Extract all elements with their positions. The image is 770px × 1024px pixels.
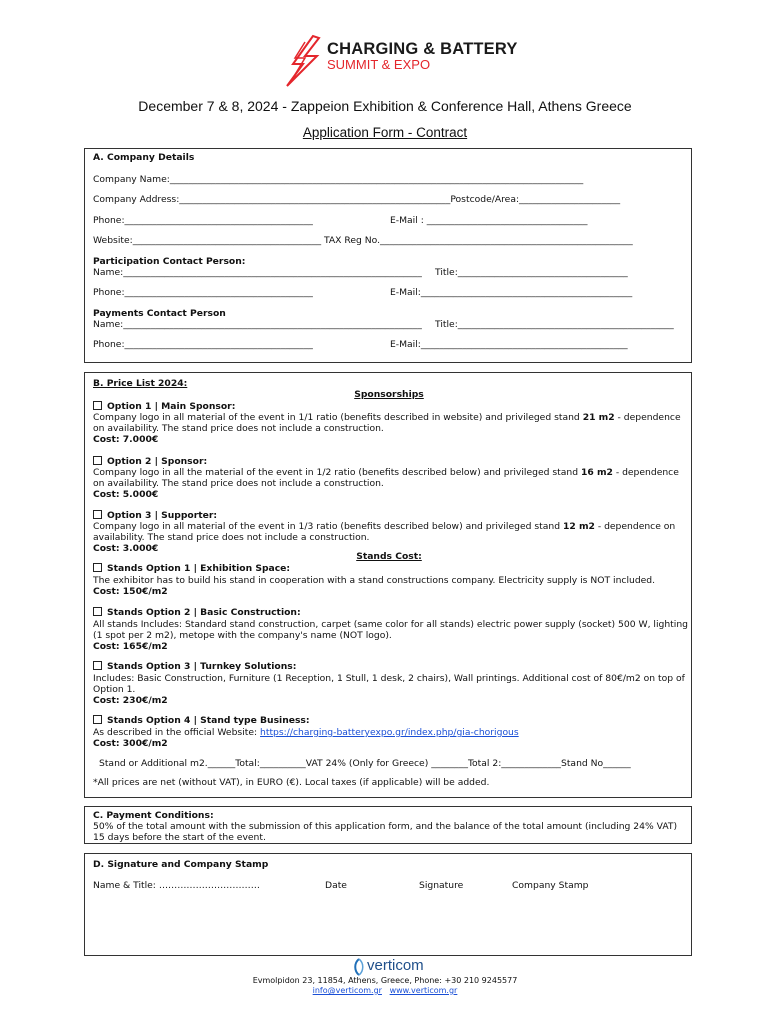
date-label: Date (325, 880, 347, 891)
option2-title-row (93, 456, 207, 467)
stand3-cost: Cost: 230€/m2 (93, 695, 168, 706)
payments-name-field[interactable]: Name:_________________________________________________________________ (93, 319, 422, 330)
company-address-field[interactable]: Company Address:___________________________________________________________Postcode/Area:______________________ (93, 194, 621, 205)
stand4-description (93, 727, 689, 749)
logo-title: CHARGING & BATTERY (327, 40, 518, 58)
section-a-title: A. Company Details (93, 152, 195, 163)
stand1-title-row (93, 563, 290, 574)
option2-size: 16 m2 (580, 467, 613, 478)
summit-logo (283, 34, 518, 88)
stand2-title: Stands Option 2 | Basic Construction: (107, 607, 301, 618)
payments-contact-heading: Payments Contact Person (93, 308, 226, 319)
stand1-title: Stands Option 1 | Exhibition Space: (107, 563, 291, 574)
option1-text-end: - dependence on availability. The stand price does not include a construction. (93, 412, 681, 434)
participation-title-field[interactable]: Title:_____________________________________ (435, 267, 628, 278)
website-tax-field[interactable]: Website:_________________________________________ TAX Reg No._______________________________________________________ (93, 235, 633, 246)
participation-email-field[interactable]: E-Mail:______________________________________________ (390, 287, 633, 298)
option2-cost: Cost: 5.000€ (93, 489, 159, 500)
stand4-title-row (93, 715, 310, 726)
stand1-checkbox[interactable] (93, 563, 102, 572)
footer-links (0, 986, 770, 995)
option3-description (93, 521, 689, 554)
stand3-description (93, 673, 689, 706)
participation-name-field[interactable]: Name:_________________________________________________________________ (93, 267, 422, 278)
section-payment-conditions (84, 806, 692, 844)
logo-subtitle: SUMMIT & EXPO (327, 57, 431, 72)
payment-conditions-text: 50% of the total amount with the submission of this application form, and the balance of the total amount (including 24% VAT) 15 days before the start of the event. (93, 821, 678, 843)
option2-title: Option 2 | Sponsor: (107, 456, 208, 467)
option1-text: Company logo in all material of the event in 1/1 ratio (benefits described in website) and privileged stand (93, 412, 583, 423)
footer-web-link[interactable]: www.verticom.gr (389, 986, 458, 995)
option2-text-end: - dependence on availability. The stand price does not include a construction. (93, 467, 679, 489)
section-signature (84, 853, 692, 956)
section-c-title: C. Payment Conditions: (93, 810, 214, 821)
website-link[interactable]: https://charging-batteryexpo.gr/index.php/gia-chorigous (260, 727, 519, 738)
section-d-title: D. Signature and Company Stamp (93, 859, 269, 870)
stand2-description (93, 619, 689, 652)
form-title-wrap (0, 125, 770, 140)
payments-email-field[interactable]: E-Mail:_____________________________________________ (390, 339, 628, 350)
footer-email-link[interactable]: info@verticom.gr (312, 986, 382, 995)
stand2-checkbox[interactable] (93, 607, 102, 616)
company-stamp-label: Company Stamp (512, 880, 589, 891)
option1-checkbox[interactable] (93, 401, 102, 410)
section-price-list (84, 372, 692, 798)
stand2-text: All stands Includes: Standard stand construction, carpet (same color for all stands) electric power supply (socket) 500 W, lighting (1 spot per 2 m2), metope with the company's name (NOT logo). (93, 619, 688, 641)
company-name-field[interactable]: Company Name:__________________________________________________________________________________________ (93, 174, 584, 185)
option3-text: Company logo in all material of the event in 1/3 ratio (benefits described below) and privileged stand (93, 521, 563, 532)
stand2-cost: Cost: 165€/m2 (93, 641, 168, 652)
participation-contact-heading: Participation Contact Person: (93, 256, 246, 267)
phone-field[interactable]: Phone:_________________________________________ (93, 215, 313, 226)
option3-size: 12 m2 (562, 521, 595, 532)
option1-title: Option 1 | Main Sponsor: (107, 401, 236, 412)
option2-text: Company logo in all the material of the event in 1/2 ratio (benefits described below) and privileged stand (93, 467, 581, 478)
stand2-title-row (93, 607, 301, 618)
payments-phone-field[interactable]: Phone:_________________________________________ (93, 339, 313, 350)
verticom-mark-icon (352, 958, 366, 976)
option1-size: 21 m2 (582, 412, 615, 423)
stand3-title: Stands Option 3 | Turnkey Solutions: (107, 661, 297, 672)
stand1-cost: Cost: 150€/m2 (93, 586, 168, 597)
option3-checkbox[interactable] (93, 510, 102, 519)
lightning-bolt-icon (283, 34, 323, 88)
option2-description (93, 467, 689, 500)
option2-checkbox[interactable] (93, 456, 102, 465)
option3-cost: Cost: 3.000€ (93, 543, 159, 554)
stand3-title-row (93, 661, 296, 672)
stand1-description (93, 575, 689, 597)
totals-line-field[interactable]: Stand or Additional m2.______Total:__________VAT 24% (Only for Greece) ________Total 2:_____________Stand No______ (99, 758, 631, 769)
stand4-cost: Cost: 300€/m2 (93, 738, 168, 749)
option1-title-row (93, 401, 235, 412)
form-title: Application Form - Contract (302, 125, 468, 140)
email-field[interactable]: E-Mail : ___________________________________ (390, 215, 588, 226)
option3-text-end: - dependence on availability. The stand price does not include a construction. (93, 521, 676, 543)
event-dateline: December 7 & 8, 2024 - Zappeion Exhibition & Conference Hall, Athens Greece (138, 98, 632, 114)
payments-title-field[interactable]: Title:_______________________________________________ (435, 319, 674, 330)
verticom-wordmark: verticom (367, 957, 424, 974)
signature-label: Signature (419, 880, 464, 891)
verticom-logo (352, 957, 462, 977)
participation-phone-field[interactable]: Phone:_________________________________________ (93, 287, 313, 298)
option1-cost: Cost: 7.000€ (93, 434, 159, 445)
option3-title-row (93, 510, 217, 521)
stand4-checkbox[interactable] (93, 715, 102, 724)
sponsorships-heading: Sponsorships (354, 389, 424, 400)
footer-address: Evmolpidon 23, 11854, Athens, Greece, Phone: +30 210 9245577 (252, 976, 518, 985)
stands-cost-heading: Stands Cost: (356, 551, 422, 562)
stand1-text: The exhibitor has to build his stand in cooperation with a stand constructions company. Electricity supply is NOT included. (93, 575, 656, 586)
stand4-text: As described in the official Website: (93, 727, 261, 738)
option1-description (93, 412, 689, 445)
stand3-text: Includes: Basic Construction, Furniture (1 Reception, 1 Stull, 1 desk, 2 chairs), Wall printings. Additional cost of 80€/m2 on top of Option 1. (93, 673, 685, 695)
stand3-checkbox[interactable] (93, 661, 102, 670)
option3-title: Option 3 | Supporter: (107, 510, 218, 521)
name-title-field[interactable]: Name & Title: …………………………… (93, 880, 260, 891)
section-b-title: B. Price List 2024: (93, 378, 188, 389)
stand4-title: Stands Option 4 | Stand type Business: (107, 715, 310, 726)
prices-note: *All prices are net (without VAT), in EURO (€). Local taxes (if applicable) will be added. (93, 777, 490, 788)
section-company-details (84, 148, 692, 363)
